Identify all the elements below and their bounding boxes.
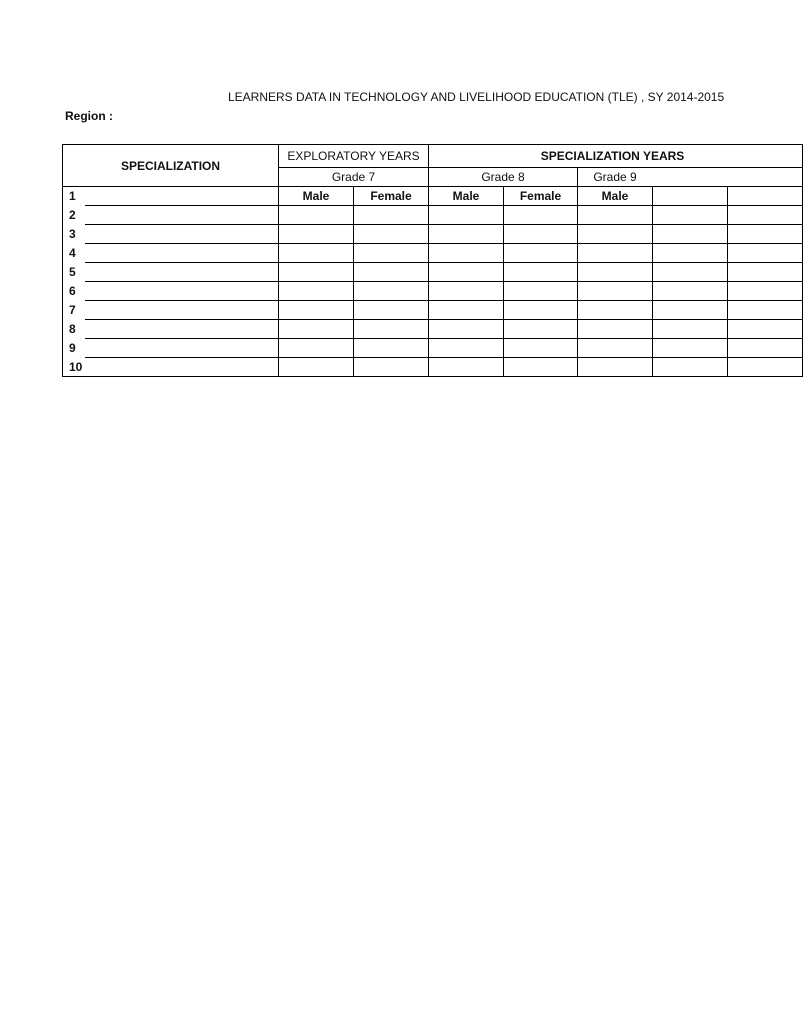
data-cell[interactable] [728, 225, 803, 244]
table-row [63, 187, 803, 206]
data-cell[interactable] [354, 301, 429, 320]
row-number: 6 [63, 282, 85, 301]
specialization-cell[interactable] [85, 282, 279, 301]
table-row [63, 225, 803, 244]
table-row [63, 358, 803, 377]
row-number: 1 [63, 187, 85, 206]
data-cell[interactable] [578, 358, 653, 377]
data-cell[interactable] [429, 225, 504, 244]
data-cell[interactable] [728, 244, 803, 263]
data-cell[interactable] [504, 320, 578, 339]
row-number: 10 [63, 358, 85, 377]
data-cell[interactable] [504, 358, 578, 377]
data-cell[interactable] [429, 263, 504, 282]
data-cell[interactable] [279, 301, 354, 320]
data-cell[interactable] [578, 263, 653, 282]
specialization-cell[interactable] [85, 244, 279, 263]
data-cell[interactable] [578, 244, 653, 263]
specialization-cell[interactable] [85, 225, 279, 244]
row-number: 5 [63, 263, 85, 282]
data-cell[interactable] [728, 282, 803, 301]
data-cell[interactable] [653, 301, 728, 320]
region-label: Region : [65, 109, 113, 123]
sex-header-female: Female [354, 187, 429, 206]
data-cell[interactable] [653, 282, 728, 301]
data-cell[interactable] [279, 263, 354, 282]
data-cell [653, 187, 728, 206]
data-cell[interactable] [504, 339, 578, 358]
data-cell[interactable] [653, 225, 728, 244]
data-cell[interactable] [354, 339, 429, 358]
data-cell[interactable] [279, 339, 354, 358]
data-cell[interactable] [504, 282, 578, 301]
row-number: 3 [63, 225, 85, 244]
table-row [63, 206, 803, 225]
specialization-cell[interactable] [85, 339, 279, 358]
data-cell[interactable] [578, 320, 653, 339]
data-cell[interactable] [728, 206, 803, 225]
table-row [63, 320, 803, 339]
specialization-header: SPECIALIZATION [63, 145, 279, 187]
data-cell[interactable] [728, 339, 803, 358]
table-row [63, 263, 803, 282]
table-body [63, 187, 803, 377]
sex-header-female: Female [504, 187, 578, 206]
specialization-years-header [429, 145, 803, 168]
data-cell[interactable] [354, 263, 429, 282]
tle-data-table [62, 144, 803, 377]
specialization-cell[interactable] [85, 320, 279, 339]
data-cell[interactable] [279, 225, 354, 244]
grade-8-header: Grade 8 [429, 168, 578, 187]
data-cell[interactable] [653, 339, 728, 358]
data-cell[interactable] [653, 263, 728, 282]
table-row [63, 339, 803, 358]
grade-9-label: Grade 9 [593, 170, 637, 184]
data-cell[interactable] [429, 244, 504, 263]
data-cell[interactable] [504, 206, 578, 225]
data-cell[interactable] [279, 206, 354, 225]
data-cell[interactable] [354, 320, 429, 339]
data-cell[interactable] [728, 358, 803, 377]
table-row [63, 301, 803, 320]
grade-9-header [578, 168, 803, 187]
specialization-cell[interactable] [85, 263, 279, 282]
row-number: 8 [63, 320, 85, 339]
data-cell [728, 187, 803, 206]
row-number: 7 [63, 301, 85, 320]
table-row [63, 282, 803, 301]
specialization-years-label: SPECIALIZATION YEARS [540, 149, 685, 163]
data-cell[interactable] [429, 282, 504, 301]
data-cell[interactable] [504, 263, 578, 282]
data-cell[interactable] [578, 225, 653, 244]
data-cell[interactable] [728, 263, 803, 282]
row-number: 4 [63, 244, 85, 263]
data-cell[interactable] [354, 244, 429, 263]
data-cell[interactable] [279, 358, 354, 377]
document-title: LEARNERS DATA IN TECHNOLOGY AND LIVELIHOOD EDUCATION (TLE) , SY 2014-2015 [228, 90, 725, 104]
exploratory-years-header: EXPLORATORY YEARS [279, 145, 429, 168]
sex-header-male: Male [279, 187, 354, 206]
data-cell[interactable] [429, 301, 504, 320]
row-number: 9 [63, 339, 85, 358]
data-cell[interactable] [279, 320, 354, 339]
data-cell[interactable] [429, 339, 504, 358]
data-cell[interactable] [354, 206, 429, 225]
specialization-cell[interactable] [85, 187, 279, 206]
specialization-cell[interactable] [85, 358, 279, 377]
row-number: 2 [63, 206, 85, 225]
data-cell[interactable] [578, 301, 653, 320]
data-cell[interactable] [653, 206, 728, 225]
specialization-cell[interactable] [85, 206, 279, 225]
data-cell[interactable] [279, 282, 354, 301]
data-cell[interactable] [429, 206, 504, 225]
data-cell[interactable] [354, 358, 429, 377]
table-row [63, 244, 803, 263]
data-cell[interactable] [504, 225, 578, 244]
data-cell[interactable] [653, 244, 728, 263]
data-cell[interactable] [653, 320, 728, 339]
tle-data-table-viewport [62, 144, 685, 374]
sex-header-male: Male [429, 187, 504, 206]
specialization-cell[interactable] [85, 301, 279, 320]
data-cell[interactable] [279, 244, 354, 263]
data-cell[interactable] [653, 358, 728, 377]
data-cell[interactable] [728, 301, 803, 320]
data-cell[interactable] [504, 301, 578, 320]
data-cell[interactable] [429, 358, 504, 377]
data-cell[interactable] [578, 282, 653, 301]
data-cell[interactable] [354, 282, 429, 301]
data-cell[interactable] [504, 244, 578, 263]
grade-7-header: Grade 7 [279, 168, 429, 187]
sex-header-male: Male [578, 187, 653, 206]
data-cell[interactable] [354, 225, 429, 244]
data-cell[interactable] [728, 320, 803, 339]
data-cell[interactable] [578, 206, 653, 225]
data-cell[interactable] [578, 339, 653, 358]
data-cell[interactable] [429, 320, 504, 339]
